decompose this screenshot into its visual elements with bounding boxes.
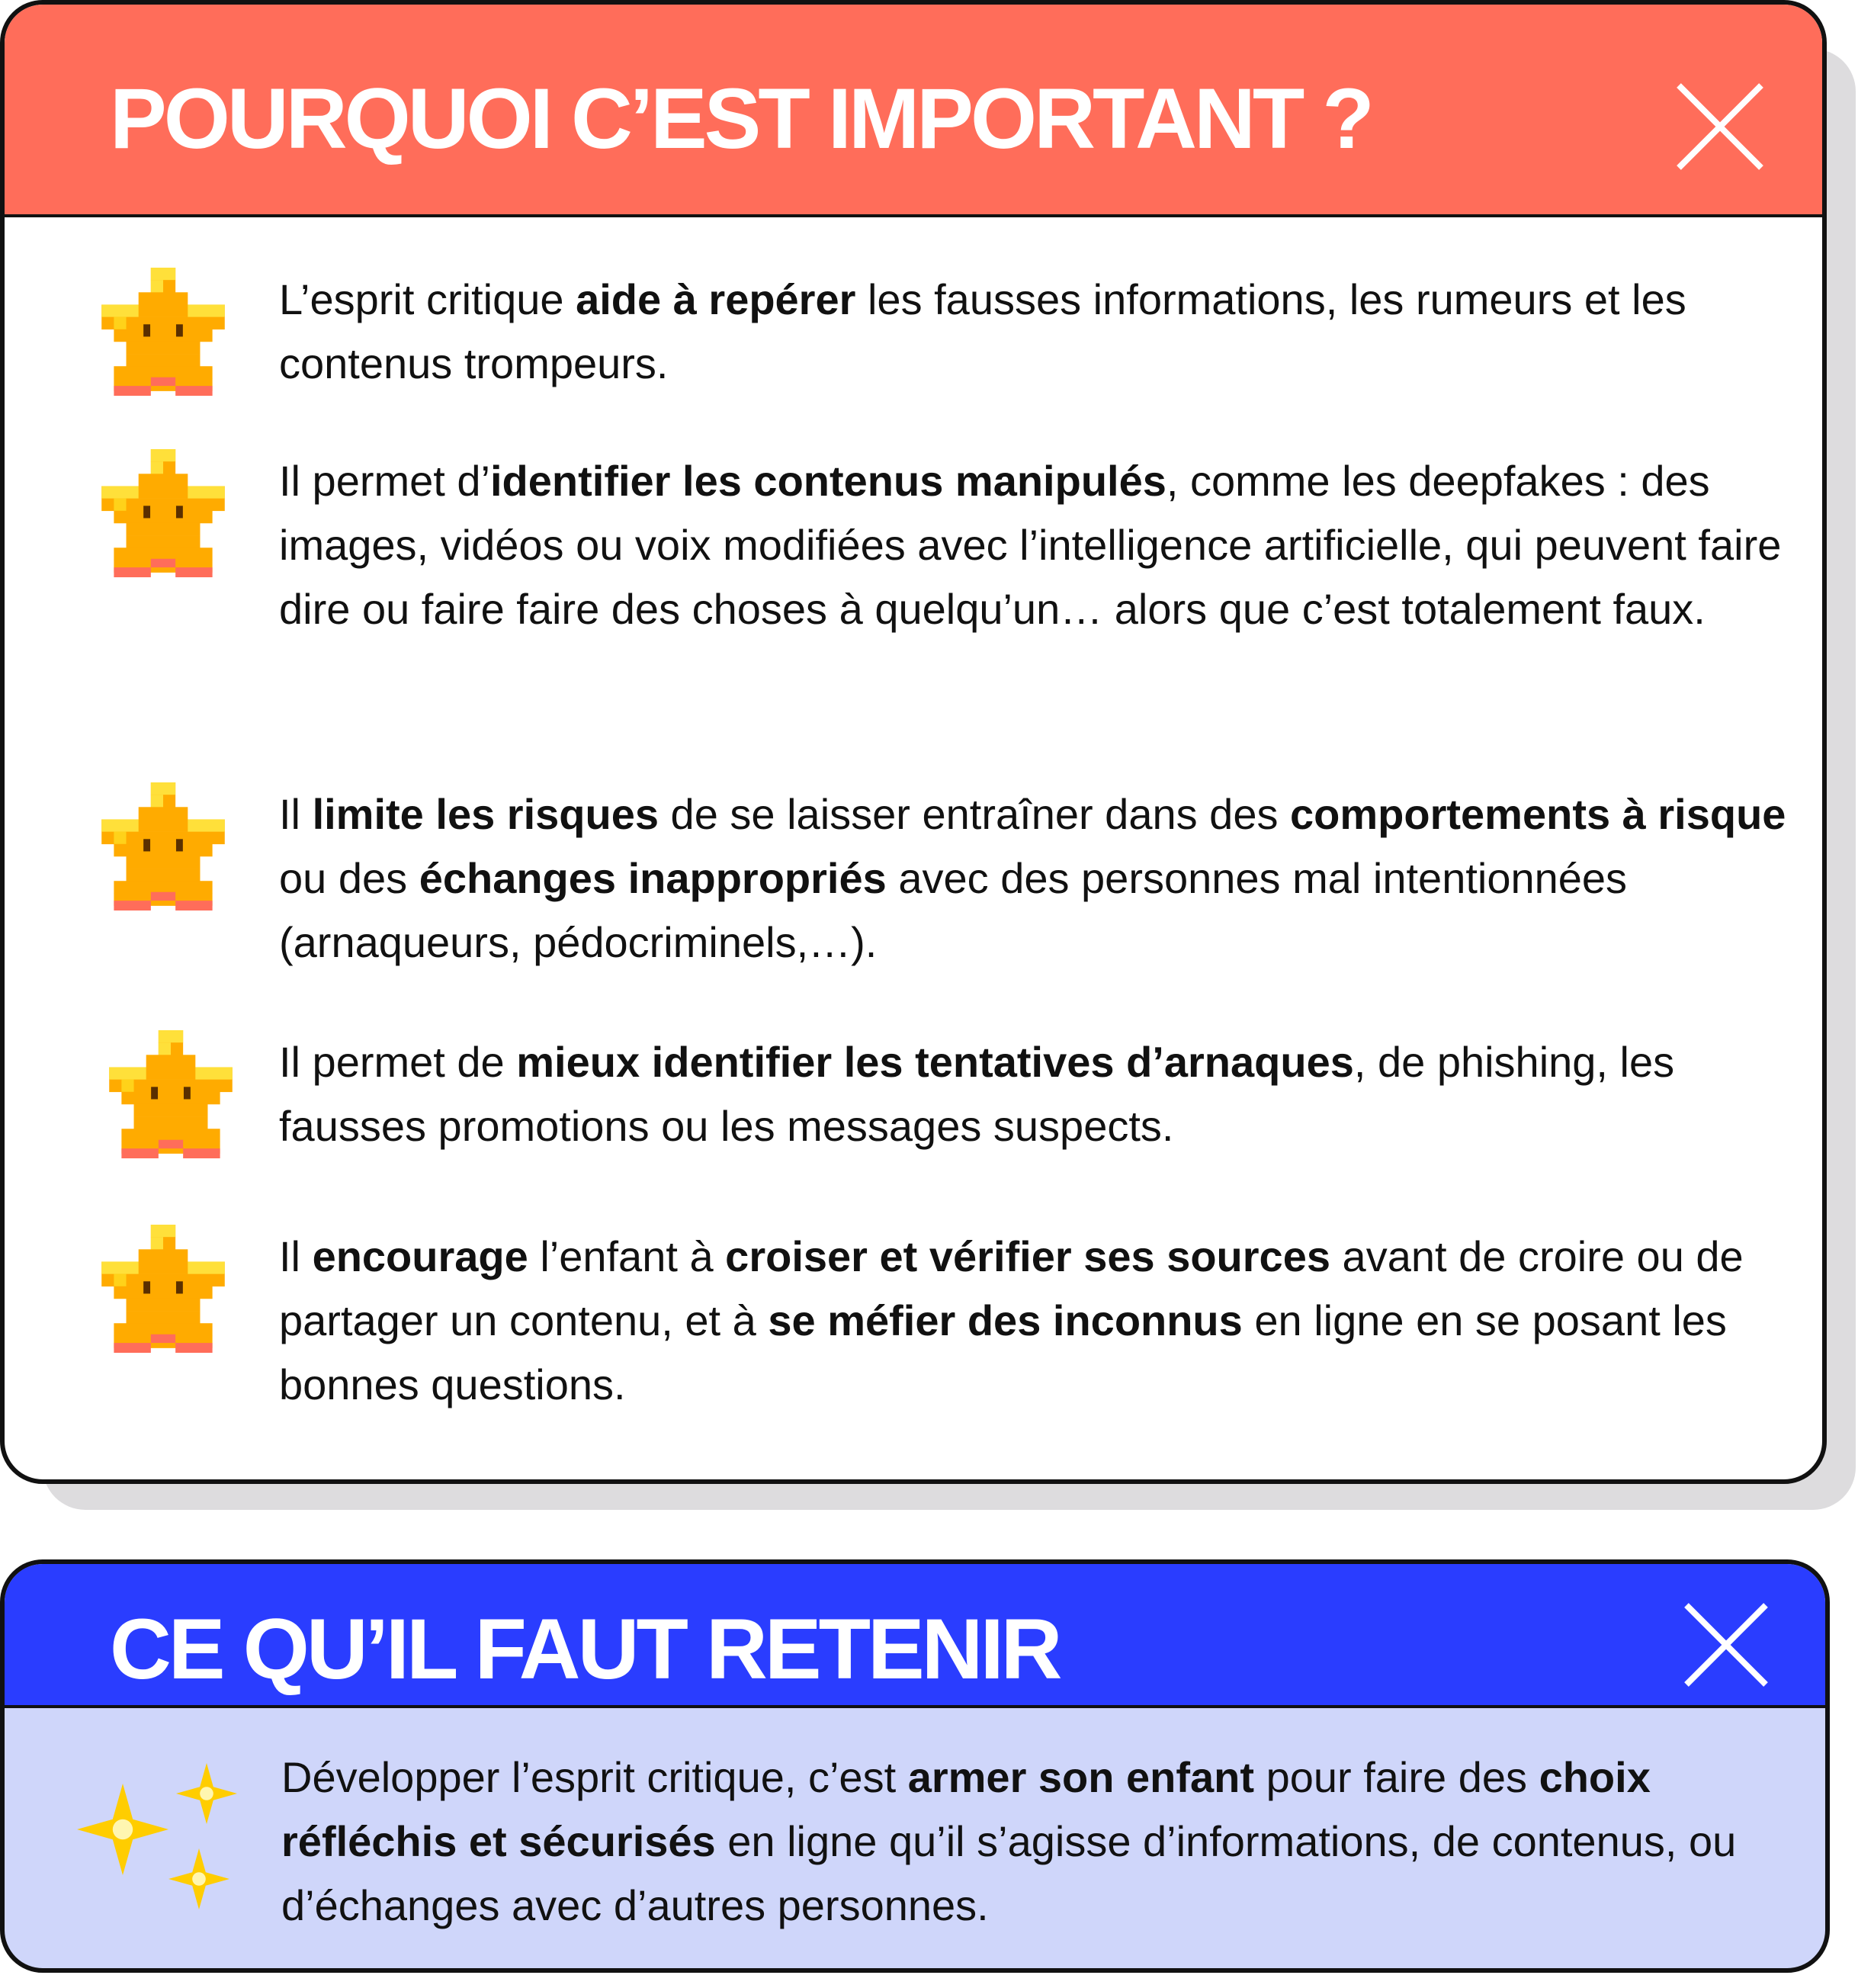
important-card-header — [5, 5, 1822, 217]
retenir-text — [281, 1746, 1795, 1938]
text-segment: en ligne en se posant les bonnes questions. — [279, 1296, 1727, 1408]
text-segment: Il — [279, 790, 313, 838]
pixel-star-icon — [101, 1225, 225, 1353]
text-segment: Développer l’esprit critique, c’est — [281, 1753, 908, 1801]
text-segment: Il — [279, 1232, 313, 1280]
emphasis-text: encourage — [312, 1232, 528, 1280]
text-segment: , de phishing, les fausses promotions ou les messages suspects. — [279, 1038, 1675, 1150]
item-text — [279, 782, 1792, 975]
retenir-card-header — [5, 1564, 1825, 1708]
text-segment: Il permet de — [279, 1038, 517, 1086]
emphasis-text: limite les risques — [312, 790, 659, 838]
emphasis-text: échanges inappropriés — [419, 854, 887, 902]
text-segment: L’esprit critique — [279, 275, 576, 323]
item-text — [279, 268, 1792, 396]
emphasis-text: mieux identifier les tentatives d’arnaques — [516, 1038, 1354, 1086]
text-segment: avant de croire ou de partager un contenu, et à — [279, 1232, 1744, 1344]
emphasis-text: armer son enfant — [907, 1753, 1255, 1801]
pixel-star-icon — [101, 449, 225, 577]
text-segment: en ligne qu’il s’agisse d’informations, de contenus, ou d’échanges avec d’autres personnes. — [281, 1817, 1737, 1929]
item-text — [279, 1225, 1792, 1417]
text-segment: avec des personnes mal intentionnées (arnaqueurs, pédocriminels,…). — [279, 854, 1628, 966]
retenir-card — [0, 1559, 1830, 1973]
retenir-card-title: CE QU’IL FAUT RETENIR — [110, 1601, 1060, 1697]
close-x-icon[interactable] — [1674, 81, 1766, 172]
emphasis-text: identifier les contenus manipulés — [490, 457, 1166, 505]
emphasis-text: croiser et vérifier ses sources — [725, 1232, 1330, 1280]
important-card-title: POURQUOI C’EST IMPORTANT ? — [110, 71, 1372, 166]
sparkles-icon — [77, 1757, 245, 1917]
emphasis-text: se méfier des inconnus — [768, 1296, 1243, 1344]
text-segment: , comme les deepfakes : des images, vidéos ou voix modifiées avec l’intelligence artificielle, qui peuvent faire dire ou faire faire des choses à quelqu’un… alors que c’est totalement faux. — [279, 457, 1782, 633]
emphasis-text: choix réfléchis et sécurisés — [281, 1753, 1651, 1865]
pixel-star-icon — [101, 268, 225, 396]
close-x-icon[interactable] — [1682, 1601, 1770, 1689]
pixel-star-icon — [101, 782, 225, 910]
pixel-star-icon — [109, 1030, 233, 1158]
text-segment: pour faire des — [1254, 1753, 1539, 1801]
emphasis-text: comportements à risque — [1290, 790, 1786, 838]
text-segment: l’enfant à — [528, 1232, 726, 1280]
text-segment: de se laisser entraîner dans des — [659, 790, 1291, 838]
text-segment: les fausses informations, les rumeurs et les contenus trompeurs. — [279, 275, 1686, 387]
text-segment: Il permet d’ — [279, 457, 490, 505]
emphasis-text: aide à repérer — [576, 275, 856, 323]
text-segment: ou des — [279, 854, 419, 902]
item-text — [279, 1030, 1792, 1158]
item-text — [279, 449, 1792, 641]
